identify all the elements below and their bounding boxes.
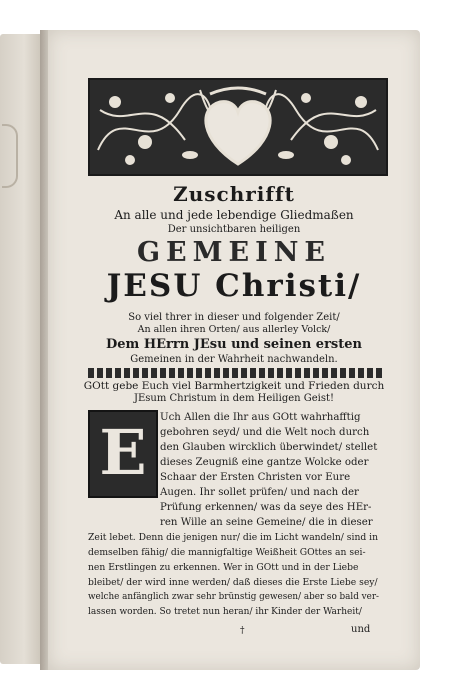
body-line: den Glauben wircklich überwindet/ stellet — [160, 442, 378, 453]
address-line-3: So viel threr in dieser und folgender Zeit/ — [128, 312, 340, 323]
headpiece-svg — [90, 80, 386, 174]
body-line: Augen. Ihr sollet prüfen/ und nach der — [160, 487, 359, 498]
body-line: Schaar der Ersten Christen vor Eure — [160, 472, 351, 483]
heading-jesu-christi: JESU Christi/ — [106, 268, 362, 304]
catchword: und — [351, 624, 371, 635]
woodcut-initial-icon — [88, 410, 158, 498]
body-line: Uch Allen die Ihr aus GOtt wahrhafftig — [160, 412, 361, 423]
signature-mark: † — [240, 626, 245, 636]
body-line: lassen worden. So tretet nun heran/ ihr Kinder der Warheit/ — [88, 607, 362, 617]
body-line: gebohren seyd/ und die Welt noch durch — [160, 427, 370, 438]
body-line: nen Erstlingen zu erkennen. Wer in GOtt und in der Liebe — [88, 562, 359, 573]
right-page — [48, 30, 420, 670]
ornamental-rule — [88, 368, 382, 378]
heading-gemeine: GEMEINE — [137, 237, 331, 268]
book — [0, 30, 420, 670]
initial-letter: E — [99, 416, 147, 489]
address-line-5: Dem HErrn JEsu und seinen ersten — [106, 337, 362, 352]
address-line-2: Der unsichtbaren heiligen — [167, 224, 301, 235]
bleed-through-ornament — [2, 124, 18, 188]
greeting-line-1: GOtt gebe Euch viel Barmhertzigkeit und Frieden durch — [83, 380, 385, 392]
ornamental-headpiece-icon — [88, 78, 388, 176]
address-line-4: An allen ihren Orten/ aus allerley Volck/ — [137, 324, 331, 335]
body-line: dieses Zeugniß eine gantze Wolcke oder — [160, 457, 369, 468]
greeting-line-2: JEsum Christum in dem Heiligen Geist! — [133, 393, 335, 404]
body-line: Prüfung erkennen/ was da seye des HEr- — [160, 502, 372, 513]
address-line-1: An alle und jede lebendige Gliedmaßen — [114, 208, 354, 222]
body-line: demselben fähig/ die mannigfaltige Weißheit GOttes an sei- — [88, 547, 366, 558]
body-line: bleibet/ der wird inne werden/ daß dieses die Erste Liebe sey/ — [88, 577, 378, 588]
body-line: ren Wille an seine Gemeine/ die in dieser — [160, 517, 373, 528]
body-line: Zeit lebet. Denn die jenigen nur/ die im Licht wandeln/ sind in — [88, 532, 379, 543]
body-line: welche anfänglich zwar sehr brünstig gewesen/ aber so bald ver- — [88, 592, 380, 602]
page-title: Zuschrifft — [173, 182, 295, 206]
address-line-6: Gemeinen in der Wahrheit nachwandeln. — [130, 354, 338, 365]
left-page-edge — [0, 34, 44, 664]
